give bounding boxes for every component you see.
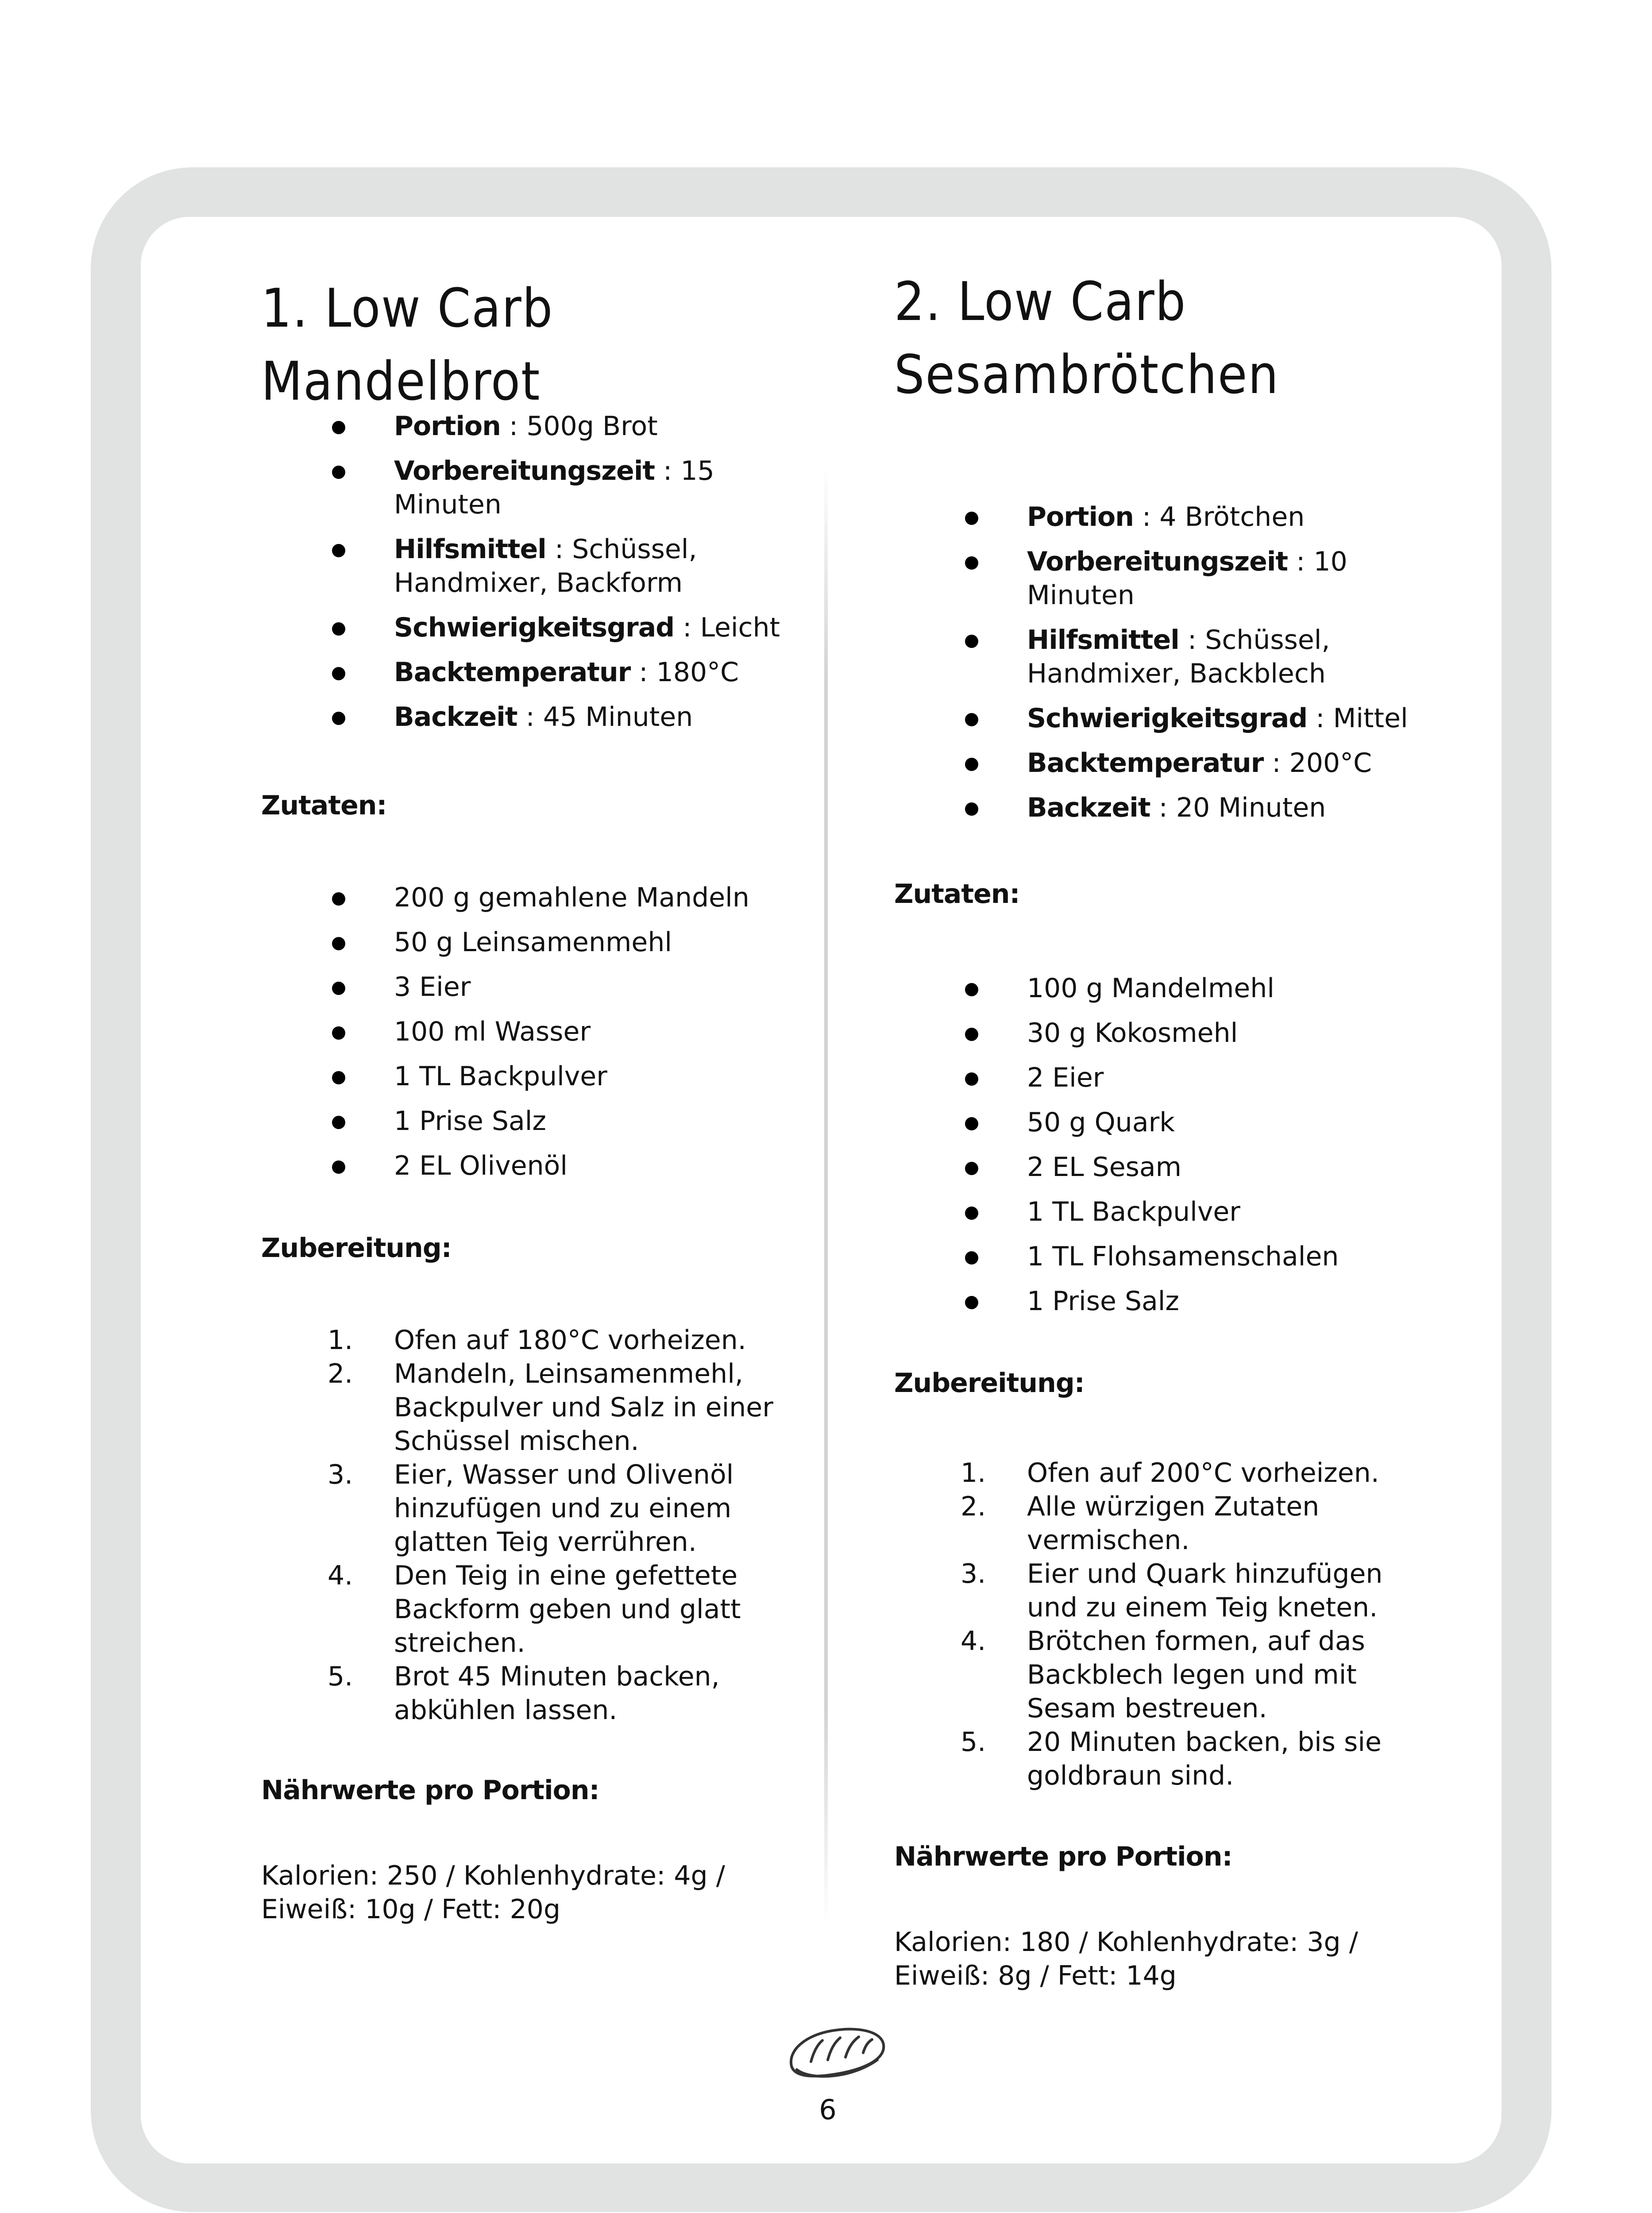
meta-value: : 45 Minuten [517,702,693,733]
step-number: 3. [328,1459,353,1490]
step-text: Eier, Wasser und Olivenöl hinzufügen und zu einem glatten Teig verrühren. [394,1459,734,1558]
step-item [328,1458,792,1559]
meta-item [394,454,792,521]
recipe-2-steps-list [961,1456,1425,1793]
step-item [328,1559,792,1660]
ingredient-item: 1 TL Backpulver [394,1060,792,1093]
meta-label: Portion [1027,501,1134,532]
step-number: 1. [961,1457,986,1488]
step-item [328,1660,792,1727]
step-item [961,1725,1425,1793]
recipe-2-meta-list [1027,500,1425,836]
meta-item [1027,702,1425,735]
step-text: Alle würzigen Zutaten vermischen. [1027,1491,1320,1556]
ingredient-item: 1 Prise Salz [1027,1284,1425,1318]
ingredient-item: 50 g Quark [1027,1106,1425,1139]
meta-value: : 20 Minuten [1150,792,1326,823]
meta-value: : 200°C [1263,748,1372,779]
meta-value: : 180°C [630,657,739,688]
nutrition-heading: Nährwerte pro Portion: [894,1841,1232,1872]
recipe-1-ingredients-list [394,881,792,1194]
ingredient-item: 2 EL Olivenöl [394,1149,792,1183]
meta-value: : 4 Brötchen [1133,501,1305,532]
ingredient-item: 30 g Kokosmehl [1027,1016,1425,1050]
meta-item [1027,791,1425,825]
recipe-1-steps-list [328,1323,792,1727]
meta-item [1027,545,1425,612]
step-number: 5. [328,1661,353,1692]
meta-item [394,409,792,443]
ingredient-item: 200 g gemahlene Mandeln [394,881,792,914]
ingredient-item: 2 Eier [1027,1061,1425,1095]
recipe-2-title: 2. Low Carb Sesambrötchen [894,271,1279,406]
meta-value: : Leicht [674,612,780,643]
step-text: Den Teig in eine gefettete Backform geben und glatt streichen. [394,1560,741,1658]
recipe-1-title: 1. Low Carb Mandelbrot [261,278,554,413]
step-item [961,1557,1425,1624]
step-number: 4. [328,1560,353,1591]
meta-label: Schwierigkeitsgrad [1027,703,1308,734]
meta-value: : 500g Brot [500,411,658,442]
bread-icon [779,2014,894,2089]
meta-value: : Mittel [1307,703,1408,734]
page-number: 6 [819,2093,837,2126]
ingredient-item: 3 Eier [394,970,792,1004]
step-number: 1. [328,1325,353,1356]
meta-label: Vorbereitungszeit [394,455,655,486]
step-number: 4. [961,1626,986,1657]
meta-item [394,532,792,600]
step-item [961,1490,1425,1557]
meta-label: Schwierigkeitsgrad [394,612,675,643]
step-item [328,1357,792,1458]
meta-label: Backtemperatur [1027,748,1264,779]
meta-value: : 10 Minuten [1027,546,1347,611]
ingredient-item: 2 EL Sesam [1027,1150,1425,1184]
meta-value: : Schüssel, Handmixer, Backform [394,534,697,598]
step-number: 2. [961,1491,986,1522]
step-item [961,1456,1425,1490]
step-text: 20 Minuten backen, bis sie goldbraun sind. [1027,1727,1382,1791]
recipe-1-meta-list [394,409,792,745]
nutrition-values: Kalorien: 250 / Kohlenhydrate: 4g / Eiweiß: 10g / Fett: 20g [261,1860,725,1925]
meta-value: : 15 Minuten [394,455,714,520]
meta-item [394,611,792,644]
ingredients-heading: Zutaten: [894,879,1020,910]
step-item [328,1323,792,1357]
step-number: 2. [328,1358,353,1389]
step-text: Brötchen formen, auf das Backblech legen und mit Sesam bestreuen. [1027,1626,1365,1724]
nutrition-heading: Nährwerte pro Portion: [261,1775,599,1806]
meta-label: Backzeit [394,702,517,733]
ingredient-item: 50 g Leinsamenmehl [394,925,792,959]
nutrition-values: Kalorien: 180 / Kohlenhydrate: 3g / Eiweiß: 8g / Fett: 14g [894,1927,1358,1991]
meta-label: Backzeit [1027,792,1150,823]
recipe-2-ingredients-list [1027,972,1425,1329]
ingredient-item: 1 TL Flohsamenschalen [1027,1240,1425,1273]
ingredients-heading: Zutaten: [261,790,387,821]
meta-item [1027,746,1425,780]
meta-label: Portion [394,411,501,442]
ingredient-item: 100 ml Wasser [394,1015,792,1049]
meta-label: Backtemperatur [394,657,631,688]
preparation-heading: Zubereitung: [894,1368,1085,1399]
meta-label: Hilfsmittel [1027,625,1179,655]
ingredient-item: 1 Prise Salz [394,1104,792,1138]
meta-label: Vorbereitungszeit [1027,546,1288,577]
meta-value: : Schüssel, Handmixer, Backblech [1027,625,1330,689]
meta-item [1027,623,1425,690]
meta-label: Hilfsmittel [394,534,546,565]
step-text: Eier und Quark hinzufügen und zu einem Teig kneten. [1027,1558,1383,1623]
step-text: Ofen auf 200°C vorheizen. [1027,1457,1379,1488]
step-number: 5. [961,1727,986,1758]
preparation-heading: Zubereitung: [261,1233,452,1264]
meta-item [394,700,792,734]
meta-item [1027,500,1425,534]
ingredient-item: 100 g Mandelmehl [1027,972,1425,1005]
step-text: Brot 45 Minuten backen, abkühlen lassen. [394,1661,720,1726]
step-item [961,1624,1425,1725]
step-number: 3. [961,1558,986,1589]
meta-item [394,655,792,689]
ingredient-item: 1 TL Backpulver [1027,1195,1425,1229]
column-divider [824,465,828,1925]
step-text: Mandeln, Leinsamenmehl, Backpulver und Salz in einer Schüssel mischen. [394,1358,773,1457]
step-text: Ofen auf 180°C vorheizen. [394,1325,746,1356]
